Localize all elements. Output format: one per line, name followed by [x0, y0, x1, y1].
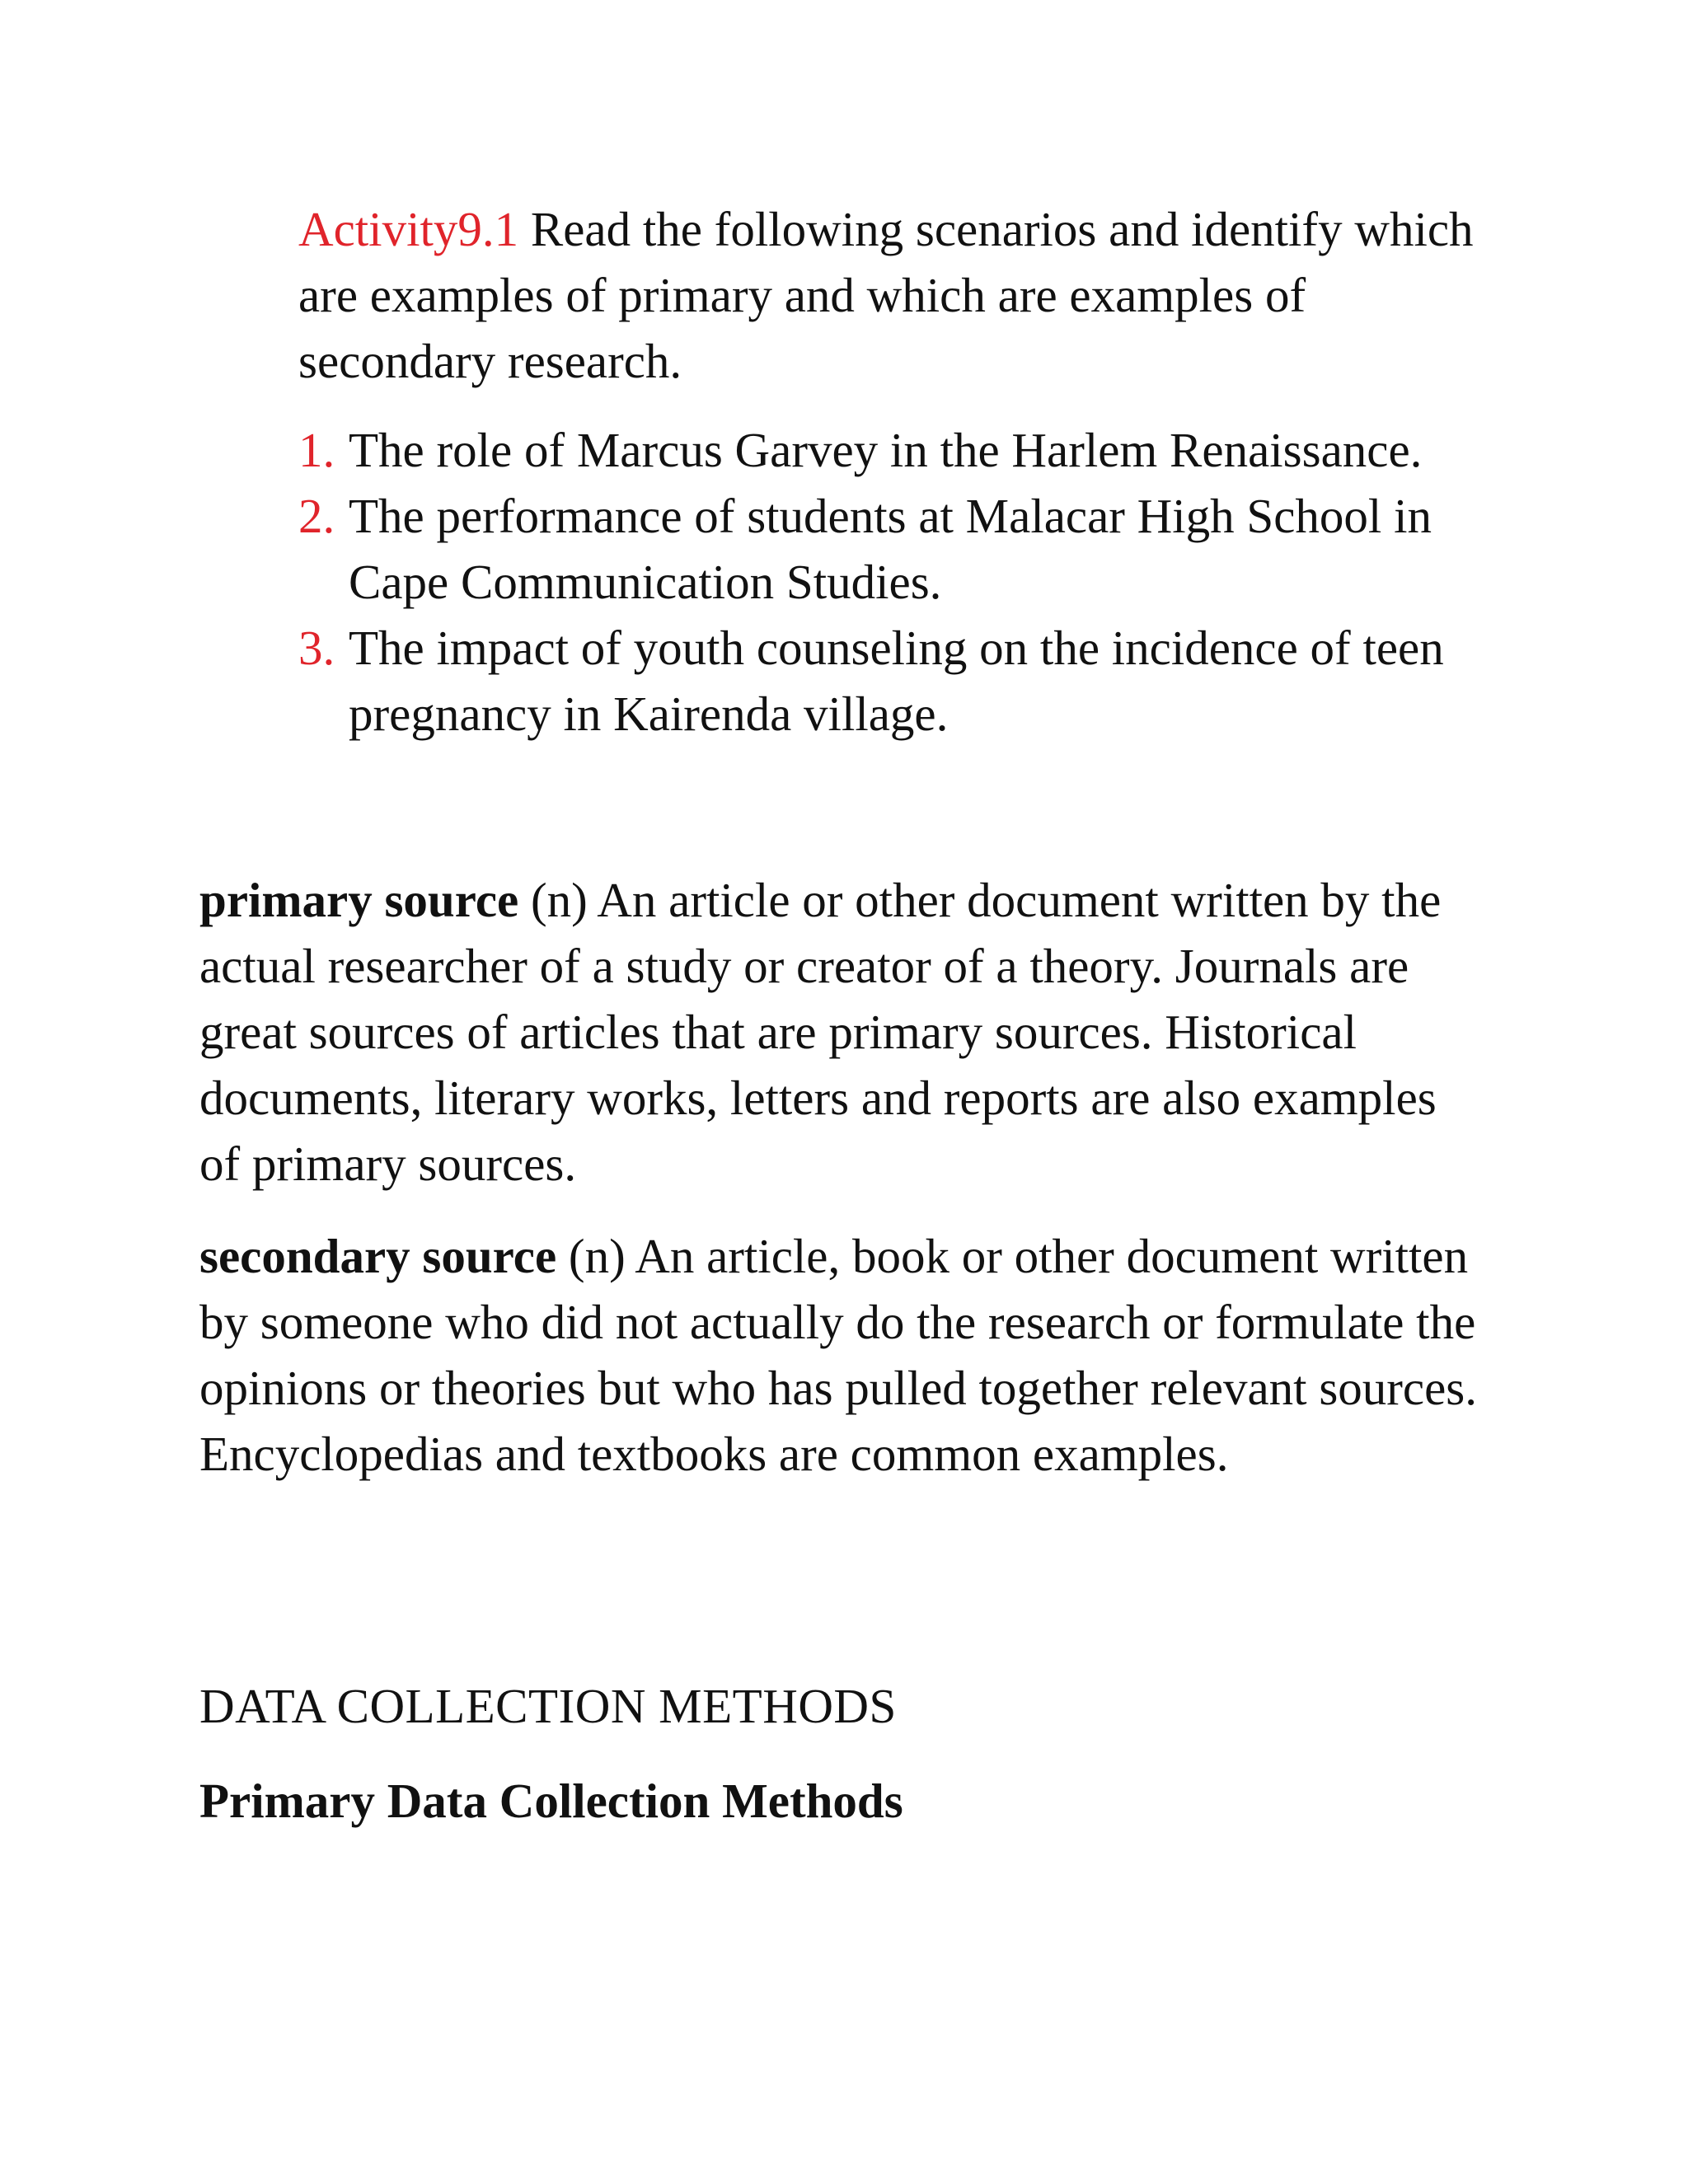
list-item-number: 3. — [298, 621, 335, 675]
list-item-text: The performance of students at Malacar High School in Cape Communication Studies. — [349, 489, 1432, 609]
list-item-text: The role of Marcus Garvey in the Harlem Renaissance. — [349, 423, 1423, 477]
list-item — [298, 483, 1502, 615]
primary-source-definition — [199, 867, 1485, 1197]
definitions-block — [199, 867, 1485, 1513]
activity-label: Activity9.1 — [298, 202, 519, 256]
secondary-source-term: secondary source — [199, 1229, 557, 1283]
primary-source-term: primary source — [199, 873, 519, 927]
section-heading: DATA COLLECTION METHODS — [199, 1679, 897, 1733]
list-item — [298, 615, 1502, 747]
list-item-number: 1. — [298, 423, 335, 477]
activity-intro — [298, 196, 1502, 394]
list-item-text: The impact of youth counseling on the incidence of teen pregnancy in Kairenda village. — [349, 621, 1444, 741]
scenario-list — [298, 417, 1502, 747]
list-item — [298, 417, 1502, 483]
activity-block — [298, 196, 1502, 747]
activity-intro-text: Read the following scenarios and identify which are examples of primary and which are examples of secondary research. — [298, 202, 1474, 388]
primary-source-text: (n) An article or other document written by the actual researcher of a study or creator of a theory. Journals are great sources of articles that are primary sources. Historical documents, literary works, letters and reports are also examples of primary sources. — [199, 873, 1442, 1191]
list-item-number: 2. — [298, 489, 335, 543]
secondary-source-text: (n) An article, book or other document written by someone who did not actually do the research or formulate the opinions or theories but who has pulled together relevant sources. Encyclopedias and textbooks are common examples. — [199, 1229, 1478, 1481]
section-subheading: Primary Data Collection Methods — [199, 1774, 903, 1828]
secondary-source-definition — [199, 1223, 1485, 1487]
